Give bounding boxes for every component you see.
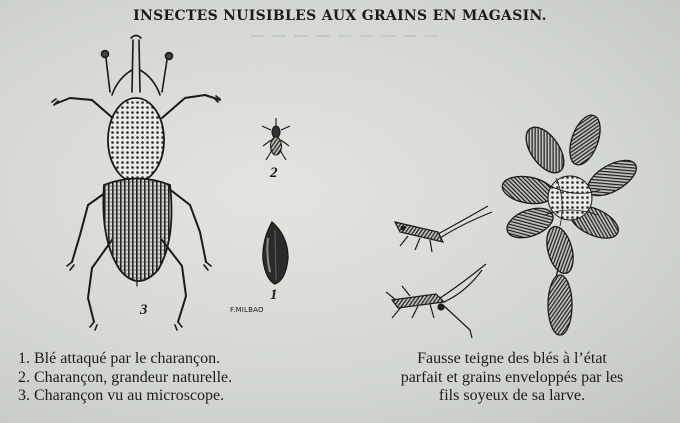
weevil-natural-size-drawing (262, 118, 290, 160)
figure-number-2: 2 (270, 165, 278, 181)
caption-line: 1. Blé attaqué par le charançon. (18, 350, 221, 367)
engraver-signature: F.MILBAO (230, 306, 264, 314)
grain-moth-lower-drawing (386, 264, 486, 338)
wheat-grain-drawing (263, 222, 288, 284)
caption-line: 3. Charançon vu au microscope. (18, 387, 225, 404)
plate-title: INSECTES NUISIBLES AUX GRAINS EN MAGASIN. (133, 8, 547, 24)
caption-line: parfait et grains enveloppés par les (400, 368, 624, 386)
show-through-text: — — — — — — — — — (250, 26, 441, 44)
figure-number-1: 1 (270, 287, 278, 303)
weevil-microscope-drawing (52, 36, 220, 331)
grain-moth-upper-drawing (395, 206, 492, 252)
right-caption (352, 350, 672, 406)
left-caption (18, 350, 348, 406)
webbed-grain-cluster-drawing (500, 111, 642, 335)
caption-line: Fausse teigne des blés à l’état (417, 350, 607, 367)
figure-number-3: 3 (140, 302, 148, 318)
caption-line: fils soyeux de sa larve. (438, 387, 586, 404)
caption-line: 2. Charançon, grandeur naturelle. (18, 368, 233, 386)
